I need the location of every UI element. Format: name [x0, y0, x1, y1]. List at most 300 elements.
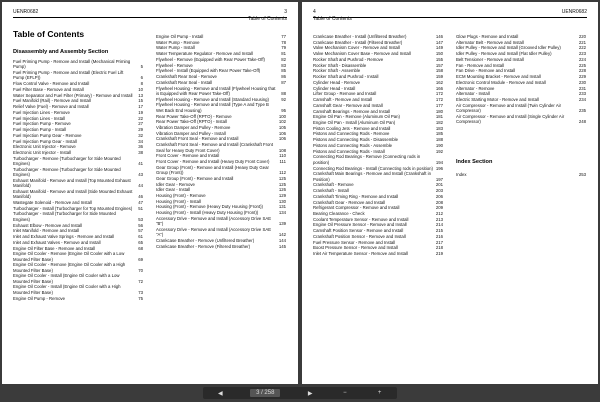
toc-entry-page: 166	[435, 85, 443, 91]
toc-entry[interactable]	[456, 57, 586, 62]
toc-entry[interactable]	[13, 127, 143, 132]
toc-entry-page: 192	[435, 148, 443, 154]
toc-entry[interactable]	[313, 171, 443, 182]
toc-entry-page: 78	[281, 39, 286, 45]
toc-entry-title: Air Compressor - Remove and Install (Twin Cylinder Air Compressor)	[456, 102, 562, 114]
toc-entry-page: 222	[578, 45, 586, 51]
toc-entry-page: 29	[138, 127, 143, 133]
toc-column-4	[456, 34, 586, 125]
toc-entry[interactable]	[156, 34, 286, 39]
toc-entry-page: 68	[138, 245, 143, 251]
page-header	[13, 9, 287, 22]
toc-entry[interactable]	[13, 246, 143, 251]
toc-entry-page: 139	[278, 221, 286, 227]
toc-entry[interactable]	[313, 74, 443, 79]
toc-entry[interactable]	[456, 97, 586, 102]
toc-entry-page: 208	[435, 199, 443, 205]
toc-column-3	[313, 34, 443, 257]
toc-entry-title: Fuel Pressure Sensor - Remove and Install	[313, 239, 396, 245]
toc-entry-page: 155	[435, 56, 443, 62]
toc-entry-title: Flywheel - Remove (Equipped with Rear Power Take-Off)	[156, 56, 265, 62]
toc-entry-page: 10	[138, 86, 143, 92]
toc-entry-page: 106	[278, 130, 286, 136]
page-indicator[interactable]: 3 / 258	[250, 389, 280, 397]
toc-entry-title: Gear Group (Front) - Remove and Install (Heavy Duty Gear Group (Front))	[156, 164, 269, 176]
toc-entry-title: Housing (Front) - Remove (Heavy Duty Housing (Front))	[156, 204, 263, 210]
toc-entry-title: Water Pump - Install	[156, 45, 195, 51]
toc-entry[interactable]	[13, 156, 143, 167]
toc-entry[interactable]	[156, 227, 286, 238]
toc-entry[interactable]	[313, 91, 443, 96]
toc-entry[interactable]	[13, 240, 143, 245]
toc-entry-page: 111	[279, 158, 286, 164]
toc-entry-title: Crankshaft Rear Seal - Install	[156, 79, 213, 85]
toc-entry-title: Crankshaft - Install	[313, 188, 349, 194]
toc-entry[interactable]	[156, 68, 286, 73]
toc-entry-page: 146	[435, 34, 443, 39]
toc-entry-page: 196	[435, 165, 443, 171]
toc-entry-page: 38	[138, 149, 143, 155]
toc-entry[interactable]	[156, 204, 286, 209]
toc-entry[interactable]	[156, 176, 286, 181]
toc-entry-title: Rocker Shaft and Pushrod - Remove	[313, 56, 384, 62]
toc-entry[interactable]	[313, 154, 443, 165]
toc-entry[interactable]	[13, 110, 143, 115]
toc-entry[interactable]	[313, 217, 443, 222]
toc-entry[interactable]	[13, 262, 143, 273]
toc-entry-page: 65	[138, 239, 143, 245]
toc-entry-title: Fuel Injection Pump - Remove	[13, 121, 71, 127]
toc-entry[interactable]	[313, 45, 443, 50]
toc-entry[interactable]	[313, 228, 443, 233]
toc-entry-page: 221	[578, 39, 586, 45]
toc-entry[interactable]	[456, 80, 586, 85]
toc-entry-title: Turbocharger - Remove (Turbocharger for Side Mounted Engines)	[13, 155, 121, 167]
toc-entry[interactable]	[313, 68, 443, 73]
toc-entry[interactable]	[13, 284, 143, 295]
toc-entry[interactable]	[313, 126, 443, 131]
toc-entry[interactable]	[313, 240, 443, 245]
toc-entry[interactable]	[156, 51, 286, 56]
toc-entry-page: 6	[140, 75, 143, 81]
toc-entry[interactable]	[456, 86, 586, 91]
toc-entry-page: 69	[138, 256, 143, 262]
section-title: Disassembly and Assembly Section	[13, 49, 109, 55]
toc-entry[interactable]	[156, 57, 286, 62]
toc-entry[interactable]	[13, 296, 143, 301]
toc-entry[interactable]	[313, 143, 443, 148]
toc-entry-page: 230	[578, 79, 586, 85]
toc-entry-page: 86	[281, 74, 286, 80]
toc-entry[interactable]	[13, 104, 143, 109]
toc-entry-page: 44	[138, 183, 143, 189]
toc-entry[interactable]	[156, 238, 286, 243]
toc-entry[interactable]	[313, 86, 443, 91]
toc-entry-title: Fuel Injection Lines - Remove	[13, 109, 70, 115]
toc-entry[interactable]	[13, 81, 143, 86]
zoom-out-icon[interactable]: −	[343, 390, 347, 396]
toc-entry[interactable]	[313, 40, 443, 45]
toc-entry[interactable]	[313, 57, 443, 62]
toc-entry-page: 144	[278, 238, 286, 244]
toc-entry-title: Alternator - Remove	[456, 85, 495, 91]
toc-entry-page: 234	[578, 97, 586, 103]
toc-entry[interactable]	[313, 114, 443, 119]
toc-entry[interactable]	[156, 97, 286, 102]
toc-entry[interactable]	[156, 102, 286, 113]
toc-entry-title: Crankshaft Front Seal - Remove and Install	[156, 136, 239, 142]
toc-entry-page: 181	[435, 114, 443, 120]
toc-entry-page: 88	[281, 90, 286, 96]
toc-entry[interactable]	[313, 34, 443, 39]
toc-entry-page: 225	[578, 62, 586, 68]
toc-entry-page: 159	[435, 74, 443, 80]
toc-entry[interactable]	[13, 150, 143, 155]
header-subtitle: Table of Contents	[248, 16, 287, 22]
toc-entry-title: Inlet and Exhaust Valves - Remove and Install	[13, 239, 101, 245]
toc-entry-page: 8	[140, 81, 143, 87]
toc-entry-page: 34	[138, 138, 143, 144]
toc-entry-page: 87	[281, 79, 286, 85]
toc-entry-page: 162	[435, 79, 443, 85]
toc-entry-page: 5	[140, 64, 143, 70]
toc-entry-title: Inlet Air Temperature Sensor - Remove and Install	[313, 251, 408, 257]
toc-entry-page: 203	[435, 188, 443, 194]
toc-entry-page: 182	[435, 120, 443, 126]
toc-entry-page: 57	[138, 228, 143, 234]
toc-entry-page: 180	[435, 108, 443, 114]
toc-entry-page: 220	[578, 34, 586, 39]
toc-entry-page: 217	[435, 239, 443, 245]
toc-entry-page: 228	[578, 68, 586, 74]
toc-entry[interactable]	[13, 139, 143, 144]
toc-entry-title: Exhaust Elbow - Remove and Install	[13, 222, 83, 228]
toc-entry[interactable]	[313, 205, 443, 210]
toc-entry[interactable]	[156, 199, 286, 204]
toc-entry[interactable]	[156, 80, 286, 85]
toc-entry-page: 19	[138, 109, 143, 115]
toc-entry-title: Fuel Injection Pump Gear - Remove	[13, 132, 82, 138]
toc-entry-title: Vibration Damper and Pulley - Install	[156, 130, 226, 136]
toc-entry-page: 95	[281, 107, 286, 113]
toc-entry[interactable]	[313, 120, 443, 125]
toc-entry-title: Exhaust Manifold - Remove and Install (Side Mounted Exhaust Manifold)	[13, 188, 133, 200]
toc-entry[interactable]	[156, 125, 286, 130]
toc-entry-title: Engine Oil Pan - Install (Aluminum Oil Pan)	[313, 120, 396, 126]
toc-entry[interactable]	[13, 98, 143, 103]
toc-entry[interactable]	[456, 74, 586, 79]
toc-entry[interactable]	[13, 87, 143, 92]
toc-entry[interactable]	[313, 51, 443, 56]
toc-entry-title: Engine Oil Cooler - Remove (Engine Oil Cooler with a High Mounted Filter Base)	[13, 262, 126, 273]
toc-entry-page: 190	[435, 142, 443, 148]
toc-entry[interactable]	[156, 210, 286, 215]
toc-entry[interactable]	[13, 70, 143, 81]
toc-entry[interactable]	[13, 189, 143, 200]
toc-entry-page: 131	[278, 204, 286, 210]
toc-entry-title: Inlet Manifold - Remove and Install	[13, 228, 80, 234]
toc-entry-title: Crankshaft Front Seal - Remove and Install (Crankshaft Front Seal for Heavy Duty Front Cover)	[156, 142, 274, 153]
toc-entry-title: Valve Mechanism Cover Base - Remove and Install	[313, 51, 411, 57]
toc-entry-title: Crankshaft - Remove	[313, 182, 354, 188]
toc-entry-title: Engine Oil Cooler - Remove (Engine Oil Cooler with a Low Mounted Filter Base)	[13, 251, 125, 262]
toc-entry-title: ECM Mounting Bracket - Remove and Install	[456, 74, 541, 80]
toc-entry-page: 212	[435, 210, 443, 216]
pdf-toolbar	[203, 387, 397, 399]
toc-entry-page: 47	[138, 200, 143, 206]
toc-entry-page: 209	[435, 205, 443, 211]
toc-entry-title: Crankshaft Main Bearings - Remove and Install (Crankshaft in Position)	[313, 171, 431, 182]
toc-entry[interactable]	[156, 114, 286, 119]
toc-entry-page: 73	[138, 289, 143, 295]
toc-entry-title: Camshaft - Remove and Install	[313, 97, 372, 103]
toc-entry-page: 125	[278, 181, 286, 187]
toc-entry[interactable]	[313, 251, 443, 256]
toc-entry-title: Exhaust Manifold - Remove and Install (Top Mounted Exhaust Manifold)	[13, 177, 131, 189]
toc-entry-title: Valve Mechanism Cover - Remove and Install	[313, 45, 400, 51]
toc-entry[interactable]	[156, 136, 286, 141]
toc-entry-page: 53	[138, 216, 143, 222]
toc-entry-page: 15	[138, 98, 143, 104]
toc-entry[interactable]	[156, 153, 286, 158]
toc-entry[interactable]	[313, 63, 443, 68]
toc-entry-title: Electronic Control Module - Remove and Install	[456, 79, 546, 85]
toc-entry[interactable]	[156, 45, 286, 50]
toc-entry[interactable]	[456, 51, 586, 56]
toc-entry-page: 216	[435, 233, 443, 239]
toc-entry-title: Fuel Manifold (Rail) - Remove and Install	[13, 98, 91, 104]
toc-entry[interactable]	[313, 245, 443, 250]
toc-entry-page: 81	[281, 51, 286, 57]
toc-entry-page: 79	[281, 45, 286, 51]
toc-entry-title: Pistons and Connecting Rods - Remove	[313, 131, 390, 137]
toc-entry[interactable]	[13, 116, 143, 121]
toc-entry[interactable]	[13, 200, 143, 205]
toc-entry-page: 201	[435, 182, 443, 188]
toc-entry-page: 32	[138, 132, 143, 138]
prev-page-icon[interactable]: ◀	[218, 390, 223, 397]
toc-entry-page: 197	[435, 176, 443, 182]
toc-entry[interactable]	[156, 119, 286, 124]
header-doc-number: UENR0682	[561, 9, 587, 15]
toc-entry[interactable]	[456, 91, 586, 96]
toc-entry-page: 231	[578, 85, 586, 91]
toc-entry[interactable]	[456, 114, 586, 125]
toc-entry[interactable]	[13, 93, 143, 98]
toc-entry-title: Accessory Drive - Remove and Install (Accessory Drive SAE "A")	[156, 227, 272, 238]
toc-entry-title: Lifter Group - Remove and Install	[313, 91, 377, 97]
toc-entry-page: 51	[138, 205, 143, 211]
toc-entry-title: Engine Oil Pressure Sensor - Remove and Install	[313, 222, 407, 228]
toc-entry-title: Water Pump - Remove	[156, 39, 200, 45]
toc-entry[interactable]	[13, 228, 143, 233]
toc-entry-page: 150	[435, 51, 443, 57]
toc-entry-title: Fuel Injection Pump - Install	[13, 127, 67, 133]
toc-entry-page: 134	[278, 210, 286, 216]
toc-entry-page: 72	[138, 278, 143, 284]
toc-entry-title: Glow Plugs - Remove and Install	[456, 34, 519, 39]
toc-entry[interactable]	[156, 63, 286, 68]
toc-entry[interactable]	[313, 194, 443, 199]
toc-entry-title: Crankshaft Timing Ring - Remove and Install	[313, 193, 399, 199]
toc-entry-title: Coolant Temperature Sensor - Remove and Install	[313, 216, 409, 222]
toc-entry-title: Fuel Priming Pump - Remove and Install (Mechanical Priming Pump)	[13, 59, 131, 70]
toc-entry[interactable]	[13, 234, 143, 239]
toc-entry[interactable]	[156, 182, 286, 187]
toc-entry[interactable]	[313, 166, 443, 171]
left-page	[2, 2, 298, 384]
toc-entry[interactable]	[13, 133, 143, 138]
toc-entry[interactable]	[156, 142, 286, 153]
toc-entry[interactable]	[156, 159, 286, 164]
toc-entry[interactable]	[456, 172, 586, 177]
toc-entry-title: Engine Oil Cooler - Install (Engine Oil Cooler with a Low Mounted Filter Base)	[13, 273, 120, 284]
index-column	[456, 172, 586, 178]
toc-entry-page: 36	[138, 144, 143, 150]
toc-entry-page: 223	[578, 51, 586, 57]
toc-entry[interactable]	[456, 45, 586, 50]
toc-entry[interactable]	[13, 144, 143, 149]
toc-entry-title: Accessory Drive - Remove and Install (Accessory Drive SAE "B")	[156, 215, 272, 227]
toc-entry[interactable]	[313, 149, 443, 154]
toc-entry[interactable]	[313, 188, 443, 193]
toc-entry-page: 194	[435, 159, 443, 165]
toc-entry[interactable]	[13, 273, 143, 284]
toc-entry-title: Flywheel Housing - Remove and Install (Flywheel Housing that is Equipped with Rear Power Take-Off)	[156, 85, 276, 96]
toc-entry[interactable]	[156, 187, 286, 192]
toc-column-2	[156, 34, 286, 250]
toc-entry-page: 219	[435, 251, 443, 257]
toc-entry-title: Rocker Shaft - Disassemble	[313, 62, 367, 68]
toc-entry-page: 142	[278, 232, 286, 238]
toc-entry-title: Front Cover - Remove and Install (Heavy Duty Front Cover)	[156, 158, 270, 164]
toc-entry-title: Flywheel - Install (Equipped with Rear Power Take-Off)	[156, 68, 261, 74]
toc-entry-page: 172	[435, 97, 443, 103]
toc-entry[interactable]	[156, 165, 286, 176]
toc-entry-title: Housing (Front) - Remove	[156, 193, 206, 198]
toc-entry-title: Engine Oil Pan - Remove (Aluminum Oil Pan)	[313, 114, 400, 120]
toc-entry-title: Gear Group (Front) - Remove and Install	[156, 175, 234, 181]
toc-entry-title: Rocker Shaft and Pushrod - Install	[313, 74, 379, 80]
toc-entry-title: Fan Drive - Remove and Install	[456, 68, 516, 74]
toc-entry[interactable]	[156, 131, 286, 136]
toc-entry[interactable]	[156, 216, 286, 227]
toc-entry[interactable]	[156, 244, 286, 249]
toc-entry[interactable]	[313, 182, 443, 187]
toc-entry[interactable]	[13, 167, 143, 178]
toc-entry-title: Turbocharger - Remove (Turbocharger for Side Mounted Engines)	[13, 166, 121, 178]
toc-entry[interactable]	[13, 251, 143, 262]
toc-entry[interactable]	[156, 86, 286, 97]
toc-entry-title: Connecting Rod Bearings - Install (Connecting rods in position)	[313, 165, 433, 171]
next-page-icon[interactable]: ▶	[307, 390, 313, 397]
toc-entry-page: 17	[138, 104, 143, 110]
toc-entry-title: Housing (Front) - Install	[156, 198, 201, 204]
toc-entry[interactable]	[313, 137, 443, 142]
toc-entry-page: 110	[279, 153, 286, 159]
toc-entry[interactable]	[313, 131, 443, 136]
toc-entry-page: 85	[281, 68, 286, 74]
toc-entry-page: 224	[578, 56, 586, 62]
toc-entry-title: Camshaft Bearings - Remove and Install	[313, 108, 391, 114]
toc-entry-title: Crankshaft Rear Seal - Remove	[156, 74, 217, 80]
toc-entry[interactable]	[456, 103, 586, 114]
toc-entry[interactable]	[13, 121, 143, 126]
toc-entry-page: 145	[278, 243, 286, 249]
toc-entry-page: 125	[278, 175, 286, 181]
zoom-in-icon[interactable]: +	[377, 390, 382, 396]
toc-entry[interactable]	[13, 178, 143, 189]
page-header	[313, 9, 587, 22]
toc-entry-page: 112	[279, 170, 286, 176]
toc-entry[interactable]	[156, 193, 286, 198]
toc-entry-title: Fan - Remove and Install	[456, 62, 505, 68]
toc-entry-page: 149	[435, 45, 443, 51]
toc-entry-title: Idler Pulley - Remove and Install (Flat Idler Pulley)	[456, 51, 552, 57]
header-page-number: 3	[284, 9, 287, 15]
toc-entry[interactable]	[13, 211, 143, 222]
toc-entry[interactable]	[313, 200, 443, 205]
toc-entry[interactable]	[456, 40, 586, 45]
toc-entry-title: Idler Gear - Remove	[156, 181, 195, 187]
toc-entry[interactable]	[13, 206, 143, 211]
toc-entry-title: Bearing Clearance - Check	[313, 210, 365, 216]
toc-title: Table of Contents	[13, 29, 85, 39]
toc-entry-page: 77	[281, 34, 286, 39]
toc-entry-page: 177	[435, 102, 443, 108]
toc-entry-title: Crankcase Breather - Install (Filtered Breather)	[313, 39, 403, 45]
toc-entry-page: 41	[138, 161, 143, 167]
toc-entry-title: Flywheel Housing - Remove and Install (Standard Housing)	[156, 96, 269, 102]
toc-entry-page: 188	[435, 137, 443, 143]
index-section-title: Index Section	[456, 159, 493, 165]
toc-entry[interactable]	[313, 103, 443, 108]
toc-entry-title: Front Cover - Remove and Install	[156, 153, 220, 159]
toc-entry[interactable]	[313, 80, 443, 85]
toc-entry-title: Water Separator and Fuel Filter (Primary) - Remove and Install	[13, 92, 133, 98]
toc-entry-title: Engine Oil Filter Base - Remove and Install	[13, 245, 96, 251]
toc-entry-page: 172	[435, 91, 443, 97]
toc-entry[interactable]	[313, 97, 443, 102]
toc-entry[interactable]	[313, 211, 443, 216]
toc-entry-title: Refrigerant Compressor - Remove and Install	[313, 205, 400, 211]
toc-entry-title: Engine Oil Pump - Remove	[13, 295, 66, 301]
toc-entry[interactable]	[313, 109, 443, 114]
toc-entry-title: Air Compressor - Remove and Install (Single Cylinder Air Compressor)	[456, 113, 565, 125]
toc-entry-page: 214	[435, 222, 443, 228]
toc-entry-title: Electronic Unit Injector - Install	[13, 149, 72, 155]
toc-entry-page: 56	[138, 222, 143, 228]
toc-entry-title: Crankcase Breather - Remove (Unfiltered Breather)	[156, 238, 255, 244]
toc-entry-title: Fuel Injection Pump Gear - Install	[13, 138, 77, 144]
toc-entry[interactable]	[313, 222, 443, 227]
toc-entry[interactable]	[313, 234, 443, 239]
toc-entry-title: Vibration Damper and Pulley - Remove	[156, 124, 231, 130]
toc-entry[interactable]	[456, 68, 586, 73]
toc-entry[interactable]	[13, 59, 143, 70]
toc-entry[interactable]	[156, 40, 286, 45]
toc-entry-page: 206	[435, 193, 443, 199]
toc-entry[interactable]	[13, 223, 143, 228]
toc-entry-title: Electronic Unit Injector - Remove	[13, 144, 76, 150]
toc-entry[interactable]	[456, 63, 586, 68]
toc-entry-page: 229	[578, 74, 586, 80]
toc-entry[interactable]	[156, 74, 286, 79]
toc-entry-title: Electric Starting Motor - Remove and Install	[456, 97, 539, 103]
toc-entry[interactable]	[456, 34, 586, 39]
toc-entry-title: Cylinder Head - Install	[313, 85, 356, 91]
toc-entry-page: 158	[435, 68, 443, 74]
